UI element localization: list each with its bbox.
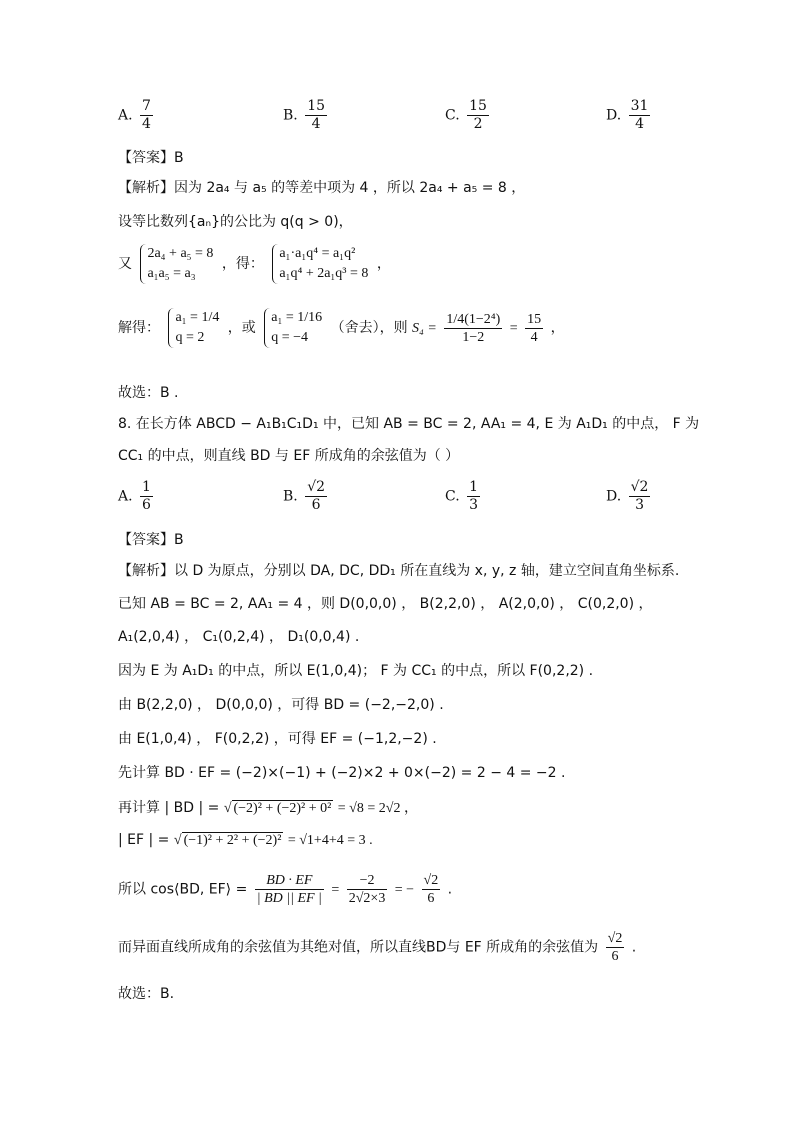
q8-option-a <box>118 479 156 514</box>
equals: = − <box>394 882 415 898</box>
frac-den: 2√2×3 <box>348 891 386 906</box>
option-label: C. <box>445 107 460 124</box>
q8-analysis-line-2: 已知 AB = BC = 2, AA₁ = 4 ，则 D(0,0,0) ， B(2,2,0) ， A(2,0,0) ， C(0,2,0) ， <box>118 596 653 612</box>
frac-den: 4 <box>530 329 538 345</box>
text: 又 <box>118 256 132 272</box>
frac-num: √2 <box>423 873 439 888</box>
q8-analysis-line-5: 由 B(2,2,0) ， D(0,0,0) ，可得 BD = (−2,−2,0) . <box>118 697 444 713</box>
frac-den: 4 <box>635 116 645 132</box>
frac-den: 4 <box>311 116 321 132</box>
q7-analysis-line-3 <box>118 244 391 284</box>
frac-num: 1 <box>142 479 151 495</box>
sqrt-sign: √ <box>173 833 182 848</box>
text: = √1+4+4 = 3 . <box>287 833 373 848</box>
frac-den: 4 <box>142 116 151 132</box>
equation-system <box>168 308 219 348</box>
q8-analysis-line-6: 由 E(1,0,4) ， F(0,2,2) ，可得 EF = (−1,2,−2) . <box>118 731 437 747</box>
q8-option-d <box>606 479 653 514</box>
sum-symbol: S₄ = <box>412 321 437 336</box>
text: ， <box>376 256 391 272</box>
q7-option-c <box>445 98 492 133</box>
frac-num: √2 <box>630 479 649 495</box>
frac-den: 1−2 <box>462 329 485 345</box>
text: ， <box>550 320 565 336</box>
option-fraction <box>140 98 153 133</box>
q8-option-c <box>445 479 483 514</box>
text: ，得： <box>221 256 264 272</box>
equals: = <box>509 321 518 336</box>
text: . <box>631 939 637 956</box>
q8-stem-line-1: 8. 在长方体 ABCD − A₁B₁C₁D₁ 中，已知 AB = BC = 2, AA₁ = 4, E 为 A₁D₁ 的中点， F 为 <box>118 416 700 432</box>
frac-num: BD · EF <box>255 872 324 890</box>
frac-den: 6 <box>311 497 321 513</box>
q7-analysis-line-4 <box>118 308 565 348</box>
value-fraction <box>347 872 388 907</box>
option-label: D. <box>606 488 622 505</box>
q8-answer: 【答案】B <box>118 532 184 548</box>
q8-option-b <box>283 479 330 514</box>
option-fraction <box>467 479 480 514</box>
text: = √8 = 2√2 ， <box>337 801 418 816</box>
frac-den: 3 <box>635 497 645 513</box>
sum-fraction <box>444 311 502 346</box>
equation: a₁·a₁q⁴ = a₁q² <box>279 246 356 261</box>
frac-den: 6 <box>427 891 435 906</box>
cosine-fraction <box>255 872 324 907</box>
result-fraction <box>525 311 543 346</box>
text: 解得： <box>118 320 160 336</box>
sqrt-radicand: (−2)² + (−2)² + 0² <box>233 801 332 816</box>
option-fraction <box>629 98 651 133</box>
frac-den: | BD || EF | <box>256 891 322 906</box>
q7-option-a <box>118 98 156 133</box>
equation: q = −4 <box>271 330 309 345</box>
frac-den: 2 <box>473 116 483 132</box>
frac-num: 7 <box>142 98 151 114</box>
frac-num: 15 <box>527 311 542 327</box>
frac-num: 15 <box>307 98 326 114</box>
text: 而异面直线所成角的余弦值为其绝对值，所以直线BD与 EF 所成角的余弦值为 <box>118 939 599 956</box>
q8-analysis-line-1: 【解析】以 D 为原点，分别以 DA, DC, DD₁ 所在直线为 x, y, z 轴，建立空间直角坐标系. <box>118 563 680 579</box>
option-label: D. <box>606 107 622 124</box>
q7-analysis-line-1: 【解析】因为 2a₄ 与 a₅ 的等差中项为 4 ，所以 2a₄ + a₅ = 8 ， <box>118 180 526 196</box>
q8-analysis-line-3: A₁(2,0,4) ， C₁(0,2,4) ， D₁(0,0,4) . <box>118 629 360 645</box>
text: ，或 <box>227 320 256 336</box>
sqrt-sign: √ <box>223 801 232 816</box>
equation-system <box>140 244 213 284</box>
frac-num: −2 <box>347 872 388 890</box>
q8-analysis-line-7: 先计算 BD · EF = (−2)×(−1) + (−2)×2 + 0×(−2) = 2 − 4 = −2 . <box>118 765 566 781</box>
frac-num: √2 <box>307 479 326 495</box>
frac-num: 1/4(1−2⁴) <box>446 311 501 327</box>
option-fraction <box>305 479 327 514</box>
result-fraction <box>422 872 441 907</box>
frac-den: 6 <box>142 497 151 513</box>
equation: a₁ = 1/4 <box>175 310 220 325</box>
text: （舍去），则 <box>330 320 408 336</box>
result-fraction <box>606 930 625 965</box>
frac-num: 15 <box>469 98 487 114</box>
option-label: C. <box>445 488 460 505</box>
q7-option-b <box>283 98 330 133</box>
frac-num: √2 <box>607 931 623 946</box>
q7-option-d <box>606 98 653 133</box>
text: 再计算 | BD | = <box>118 800 220 816</box>
frac-den: 3 <box>469 497 479 513</box>
text: | EF | = <box>118 832 170 848</box>
equation: a₁q⁴ + 2a₁q³ = 8 <box>279 266 369 281</box>
equation: a₁a₅ = a₃ <box>147 266 196 281</box>
option-fraction <box>467 98 489 133</box>
equation: q = 2 <box>175 330 205 345</box>
q8-analysis-line-11 <box>118 930 636 965</box>
frac-num: 1 <box>469 479 479 495</box>
q7-answer: 【答案】B <box>118 150 184 166</box>
q8-analysis-line-4: 因为 E 为 A₁D₁ 的中点，所以 E(1,0,4)； F 为 CC₁ 的中点，所以 F(0,2,2) . <box>118 663 594 679</box>
sqrt-radicand: (−1)² + 2² + (−2)² <box>183 833 282 848</box>
option-label: B. <box>283 107 298 124</box>
option-fraction <box>629 479 651 514</box>
equation-system <box>272 244 368 284</box>
equation: 2a₄ + a₅ = 8 <box>147 246 214 261</box>
q8-analysis-line-10 <box>118 872 452 907</box>
option-fraction <box>305 98 327 133</box>
text: 所以 cos⟨BD, EF⟩ = <box>118 881 248 898</box>
option-label: A. <box>118 488 133 505</box>
q8-analysis-line-9 <box>118 832 373 849</box>
q8-analysis-line-8 <box>118 797 418 817</box>
q7-analysis-line-2: 设等比数列{aₙ}的公比为 q(q > 0)， <box>118 214 353 230</box>
option-label: A. <box>118 107 133 124</box>
option-label: B. <box>283 488 298 505</box>
q7-conclusion: 故选：B . <box>118 385 179 401</box>
equation-system <box>264 308 322 348</box>
option-fraction <box>140 479 153 514</box>
q8-conclusion: 故选：B. <box>118 986 175 1002</box>
text: . <box>447 881 453 898</box>
frac-den: 6 <box>611 949 619 964</box>
q8-stem-line-2: CC₁ 的中点，则直线 BD 与 EF 所成角的余弦值为（ ） <box>118 448 460 464</box>
equation: a₁ = 1/16 <box>271 310 323 325</box>
equals: = <box>331 882 340 898</box>
frac-num: 31 <box>630 98 649 114</box>
